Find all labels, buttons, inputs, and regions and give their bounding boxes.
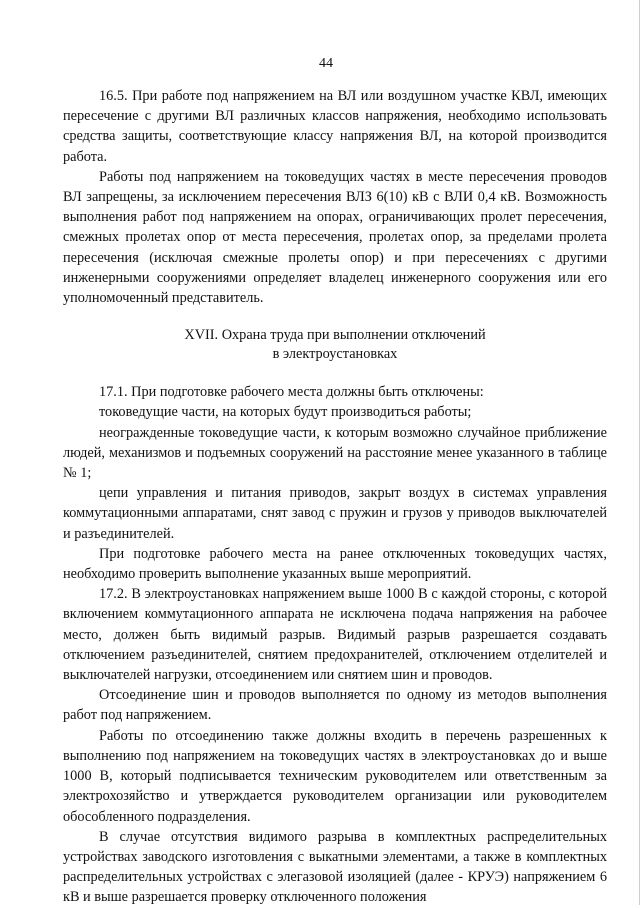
- list-item-unfenced-parts: неогражденные токоведущие части, к которым возможно случайное приближение людей, механизмов и подъемных сооружений на расстояние менее указанного в таблице № 1;: [63, 424, 607, 482]
- paragraph-busbar-disconnection: Отсоединение шин и проводов выполняется по одному из методов выполнения работ под напряжением.: [63, 687, 607, 724]
- paragraph-17-1: 17.1. При подготовке рабочего места должны быть отключены:: [99, 384, 484, 401]
- paragraph-no-visible-gap: В случае отсутствия видимого разрыва в комплектных распределительных устройствах заводского изготовления с выкатными элементами, а также в комплектных распределительных устройствах с элегазовой изоляцией (далее - КРУЭ) напряжением 6 кВ и выше разрешается проверку отключенного положения: [63, 828, 607, 906]
- page-content: [63, 86, 607, 908]
- paragraph-previously-disconnected: При подготовке рабочего места на ранее отключенных токоведущих частях, необходимо проверить выполнение указанных выше мероприятий.: [63, 545, 607, 583]
- list-item-live-parts: токоведущие части, на которых будут производиться работы;: [99, 404, 472, 421]
- section-title-line-1: XVII. Охрана труда при выполнении отключений: [184, 327, 486, 344]
- paragraph-disconnection-list: Работы по отсоединению также должны входить в перечень разрешенных к выполнению под напряжением на токоведущих частях в электроустановках до и выше 1000 В, который подписывается техническим руководителем или ответственным за электрохозяйство и утверждается руководителем организации или руководителем обособленного подразделения.: [63, 727, 607, 825]
- list-item-control-circuits: цепи управления и питания приводов, закрыт воздух в системах управления коммутационными аппаратами, снят завод с пружин и грузов у приводов выключателей и разъединителей.: [63, 485, 607, 542]
- paragraph-crossing-works: Работы под напряжением на токоведущих частях в месте пересечения проводов ВЛ запрещены, за исключением пересечения ВЛЗ 6(10) кВ с ВЛИ 0,4 кВ. Возможность выполнения работ под напряжением на опорах, ограничивающих пролет пересечения, смежных пролетах опор от места пересечения, пролетах опор, за пределами пролета пересечения (исключая смежные пролеты опор) и при пересечениях с другими инженерными сооружениями определяет владелец инженерного сооружения или его уполномоченный представитель.: [63, 168, 607, 307]
- paragraph-17-2: 17.2. В электроустановках напряжением выше 1000 В с каждой стороны, с которой включением коммутационного аппарата не исключена подача напряжения на рабочее место, должен быть видимый разрыв. Видимый разрыв разрешается создавать отключением разъединителей, снятием предохранителей, отключением отделителей и выключателей нагрузки, отсоединением или снятием шин и проводов.: [63, 586, 607, 684]
- section-title: [63, 326, 607, 364]
- paragraph-16-5: 16.5. При работе под напряжением на ВЛ или воздушном участке КВЛ, имеющих пересечение с другими ВЛ различных классов напряжения, необходимо использовать средства защиты, соответствующие классу напряжения ВЛ, на которой производится работа.: [63, 88, 607, 165]
- section-title-line-2: в электроустановках: [272, 346, 398, 363]
- page-number: 44: [319, 56, 333, 71]
